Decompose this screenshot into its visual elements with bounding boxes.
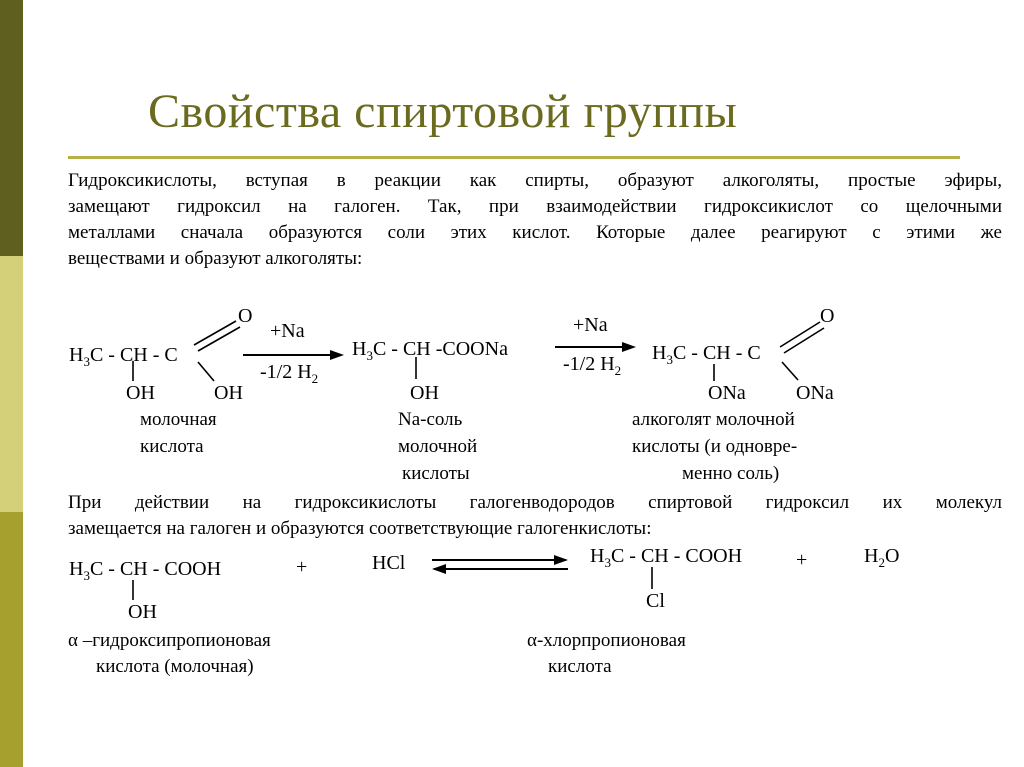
chloro-name-1: α-хлорпропионовая	[527, 630, 686, 651]
slide-title: Свойства спиртовой группы	[148, 85, 738, 138]
lactic2-formula: $H_3C$ - CH - COOH	[69, 558, 222, 583]
arrow-2-head	[622, 342, 636, 352]
lactic-acid-formula: $H_3C$ - CH - C	[69, 344, 178, 369]
plus-1: +	[296, 556, 308, 578]
lactic2-oh: OH	[128, 601, 157, 623]
salt-name-2: молочной	[398, 436, 478, 457]
lactic-oh-2: OH	[214, 382, 243, 404]
step1-reagent: +Na	[270, 320, 305, 342]
bond-alcoholate-ona2	[782, 362, 798, 380]
alcoholate-ona-2: ONa	[796, 382, 834, 404]
second-line-1: При действии на гидроксикислоты галогенводородов спиртовой гидроксил их молекул	[68, 492, 1002, 513]
salt-name-3: кислоты	[402, 463, 470, 484]
intro-line-2: замещают гидроксил на галоген. Так, при взаимодействии гидроксикислот со щелочными	[68, 196, 1002, 217]
lactic2-name-1: α –гидроксипропионовая	[68, 630, 271, 651]
salt-name-1: Na-соль	[398, 409, 463, 430]
alcoholate-name-1: алкоголят молочной	[632, 409, 795, 430]
step2-byproduct: -1/2 $H_2$	[563, 353, 622, 378]
equilibrium-forward-head	[554, 555, 568, 565]
alcoholate-name-2: кислоты (и одновре-	[632, 436, 798, 457]
salt-oh: OH	[410, 382, 439, 404]
lactic-name-1: молочная	[140, 409, 217, 430]
lactic-o: O	[238, 305, 253, 327]
alcoholate-name-3: менно соль)	[682, 463, 780, 484]
bond-lactic-oh2	[198, 362, 214, 381]
plus-2: +	[796, 549, 808, 571]
alcoholate-o: O	[820, 305, 835, 327]
alcoholate-formula: $H_3C$ - CH - C	[652, 342, 761, 367]
step2-reagent: +Na	[573, 314, 608, 336]
water-formula: $H_2O$	[864, 545, 900, 570]
intro-line-4: веществами и образуют алкоголяты:	[68, 248, 363, 269]
lactic2-name-2: кислота (молочная)	[96, 656, 254, 677]
arrow-1-head	[330, 350, 344, 360]
lactic-name-2: кислота	[140, 436, 204, 457]
chloro-cl: Cl	[646, 590, 665, 612]
chloro-formula: $H_3C$ - CH - COOH	[590, 545, 743, 570]
hcl: HCl	[372, 552, 406, 574]
alcoholate-ona-1: ONa	[708, 382, 746, 404]
step1-byproduct: -1/2 $H_2$	[260, 361, 319, 386]
second-line-2: замещается на галоген и образуются соответствующие галогенкислоты:	[68, 518, 652, 539]
equilibrium-back-head	[432, 564, 446, 574]
intro-line-1: Гидроксикислоты, вступая в реакции как спирты, образуют алкоголяты, простые эфиры,	[68, 170, 1002, 191]
intro-line-3: металлами сначала образуются соли этих кислот. Которые далее реагируют с этими же	[68, 222, 1002, 243]
chloro-name-2: кислота	[548, 656, 612, 677]
salt-formula: $H_3C$ - CH -COONa	[352, 338, 508, 363]
lactic-oh-1: OH	[126, 382, 155, 404]
